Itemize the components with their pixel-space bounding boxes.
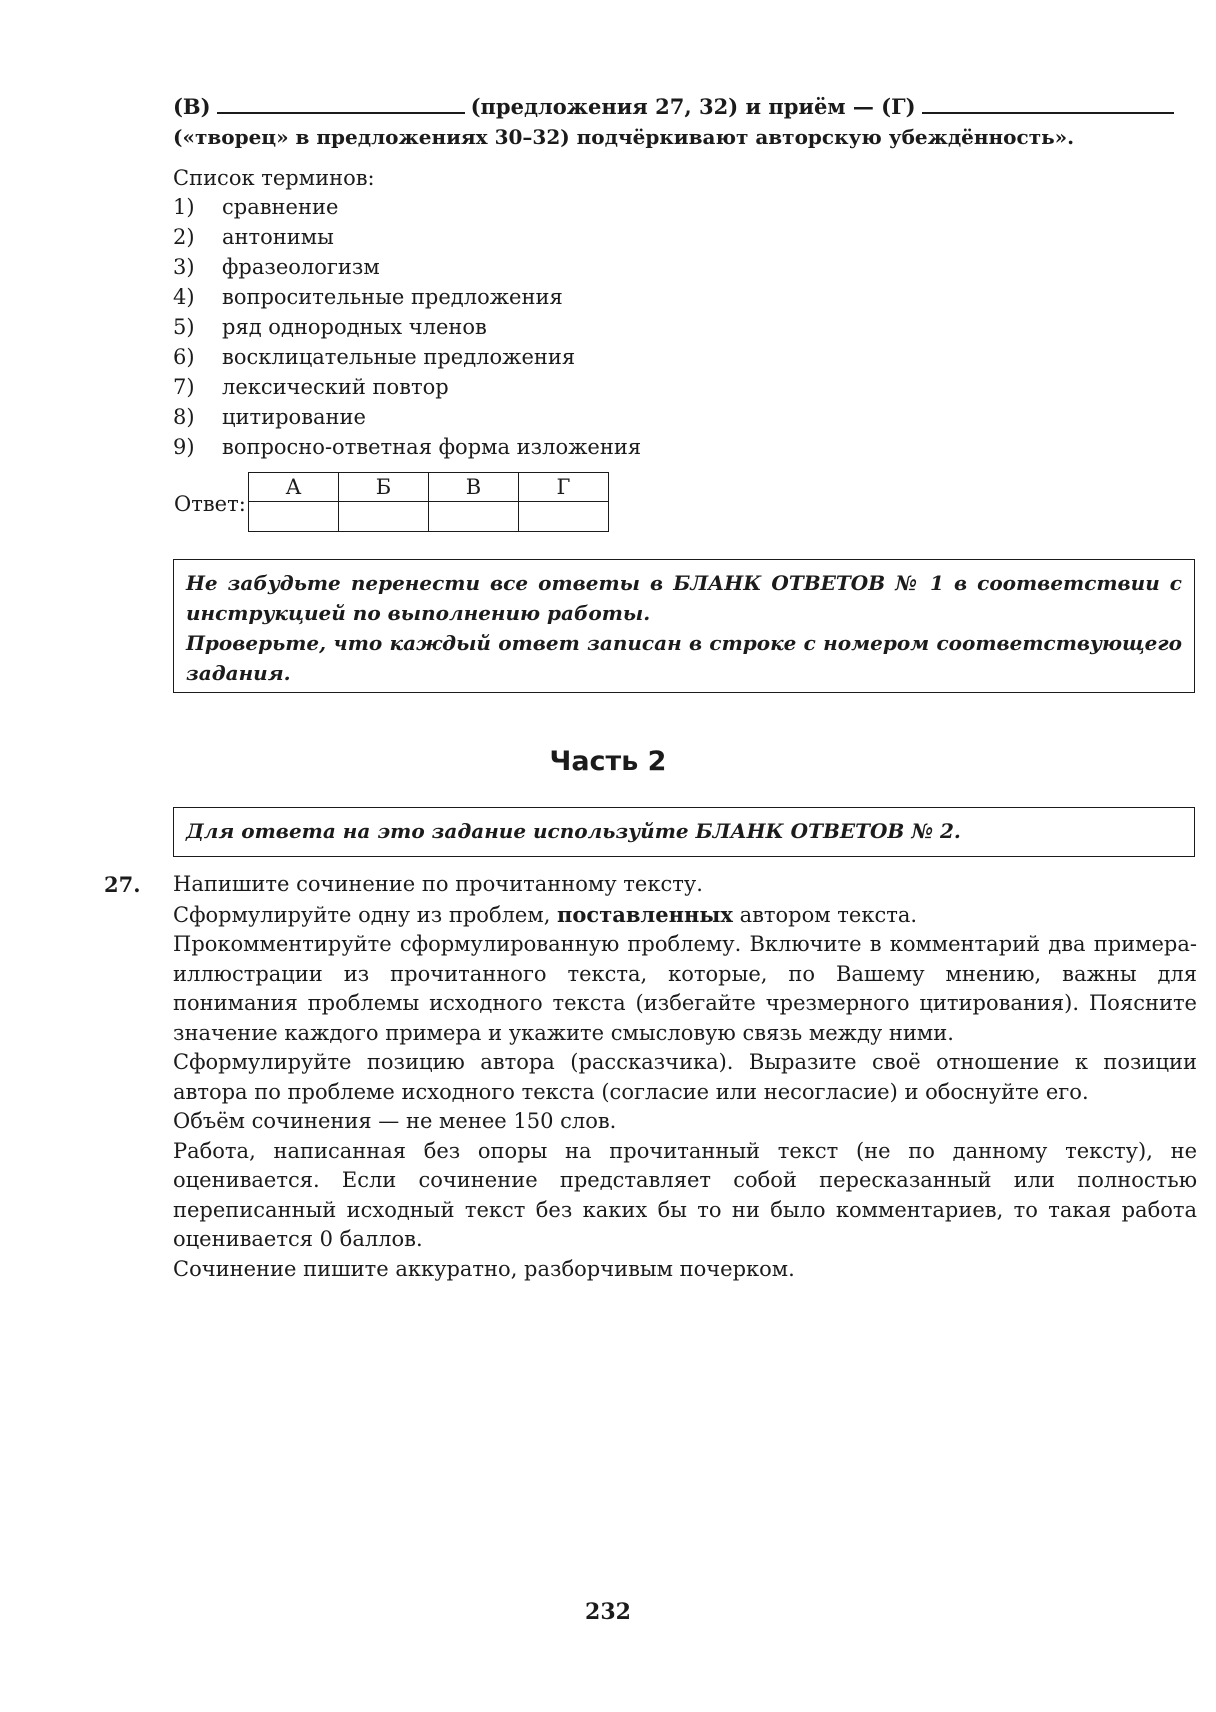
notice-line-1: Не забудьте перенести все ответы в БЛАНК ОТВЕТОВ № 1 в соответствии с инструкцией по выполнению работы. [186,571,1182,625]
instruction-box: Для ответа на это задание используйте БЛАНК ОТВЕТОВ № 2. [173,807,1195,857]
task-body [173,870,1197,1284]
task-paragraph: Напишите сочинение по прочитанному тексту. [173,872,703,896]
term-item: 6) восклицательные предложения [173,345,576,369]
task-paragraph: Сочинение пишите аккуратно, разборчивым почерком. [173,1256,795,1281]
terms-title: Список терминов: [173,166,375,190]
task-continuation-line [173,92,1199,122]
term-item: 1) сравнение [173,195,339,219]
answer-label: Ответ: [174,492,246,516]
answer-column-header: В [429,473,519,502]
task-number: 27. [104,872,141,897]
answer-table [248,472,609,532]
term-item: 5) ряд однородных членов [173,315,487,339]
term-item: 4) вопросительные предложения [173,285,563,309]
task-paragraph: Объём сочинения — не менее 150 слов. [173,1109,617,1133]
page-number: 232 [585,1599,631,1625]
term-item: 8) цитирование [173,405,366,429]
term-item: 7) лексический повтор [173,375,449,399]
answer-blank-v [217,92,465,114]
task-paragraph: Работа, написанная без опоры на прочитанный текст (не по данному тексту), не оценивается. Если сочинение представляет собой пересказанный или полностью переписанный исходный текст без каких бы то ни было комментариев, то такая работа оценивается 0 баллов. [173,1138,1197,1251]
term-item: 3) фразеологизм [173,255,380,279]
sentences-reference: (предложения 27, 32) и приём — (Г) [470,94,916,119]
notice-line-2: Проверьте, что каждый ответ записан в строке с номером соответствующего задания. [186,631,1182,685]
notice-box [173,559,1195,693]
answer-cell[interactable] [429,502,519,532]
answer-column-header: Б [339,473,429,502]
task-continuation-text: («творец» в предложениях 30–32) подчёркивают авторскую убеждённость». [173,125,1075,149]
answer-cell[interactable] [339,502,429,532]
part-title: Часть 2 [549,746,667,777]
answer-cell[interactable] [249,502,339,532]
terms-list [173,192,641,462]
label-v: (В) [173,94,211,119]
task-paragraph: Прокомментируйте сформулированную проблему. Включите в комментарий два примера-иллюстрации из прочитанного текста, которые, по Вашему мнению, важны для понимания проблемы исходного текста (избегайте чрезмерного цитирования). Поясните значение каждого примера и укажите смысловую связь между ними. [173,932,1197,1045]
task-paragraph: Сформулируйте одну из проблем, поставленных автором текста. [173,901,918,927]
answer-blank-g [922,92,1174,114]
answer-cell[interactable] [519,502,609,532]
answer-column-header: А [249,473,339,502]
term-item: 2) антонимы [173,225,334,249]
answer-column-header: Г [519,473,609,502]
task-paragraph: Сформулируйте позицию автора (рассказчика). Выразите своё отношение к позиции автора по проблеме исходного текста (согласие или несогласие) и обоснуйте его. [173,1050,1197,1104]
term-item: 9) вопросно-ответная форма изложения [173,435,642,459]
